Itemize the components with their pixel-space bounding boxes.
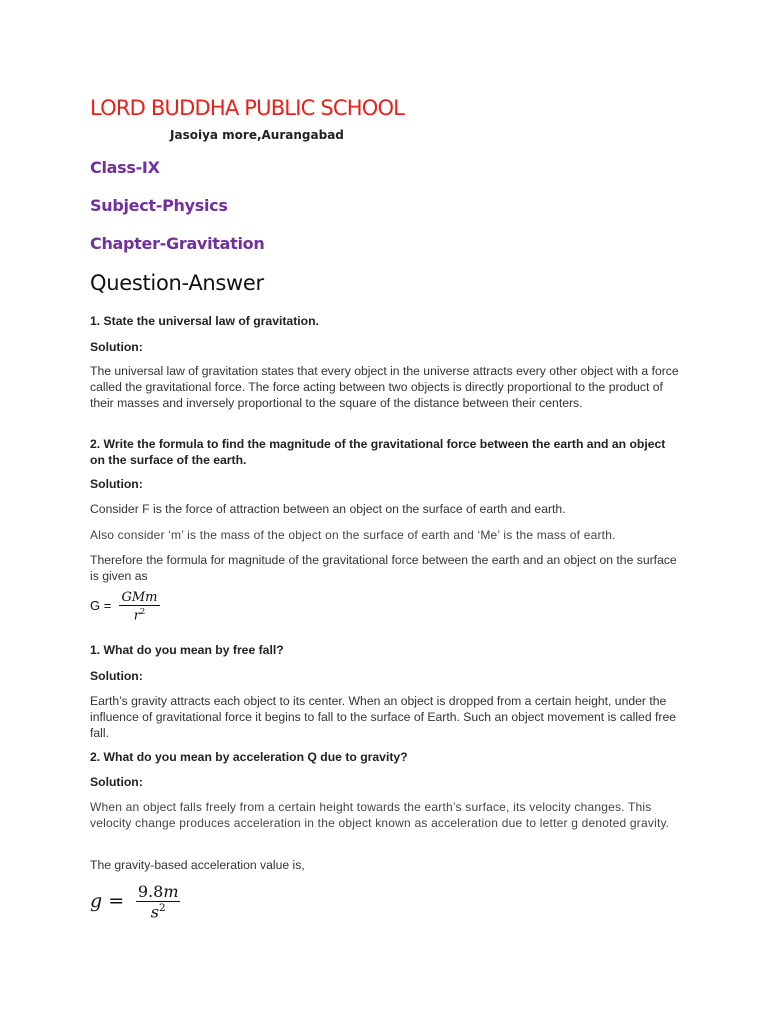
class-label: Class-IX	[90, 158, 160, 177]
formula-denominator: $r^2$	[119, 605, 159, 623]
gravitational-force-formula	[90, 590, 160, 623]
section-title: Question-Answer	[90, 271, 264, 295]
formula-lhs-g: g =	[90, 889, 125, 912]
answer-1: The universal law of gravitation states that every object in the universe attracts every other object with a force called the gravitational force. The force acting between two objects is directly proportional to the product of their masses and inversely proportional to the square of the distance between their centers.	[90, 364, 679, 410]
formula-fraction	[119, 590, 159, 623]
solution-label-1: Solution:	[90, 340, 143, 354]
answer-2-line-2: Also consider ‘m’ is the mass of the object on the surface of earth and ‘Me’ is the mass of earth.	[90, 528, 616, 542]
answer-4-line-1: When an object falls freely from a certain height towards the earth’s surface, its velocity changes. This velocity change produces acceleration in the object known as acceleration due to letter g denoted gravity.	[90, 800, 670, 830]
school-name: LORD BUDDHA PUBLIC SCHOOL	[90, 96, 405, 120]
question-4: 2. What do you mean by acceleration Q due to gravity?	[90, 750, 408, 764]
gravity-acceleration-formula	[90, 882, 180, 921]
school-address: Jasoiya more,Aurangabad	[170, 128, 344, 142]
answer-2-line-3: Therefore the formula for magnitude of the gravitational force between the earth and an object on the surface is given as	[90, 553, 677, 583]
subject-label: Subject-Physics	[90, 196, 228, 215]
formula-denominator-g: $s^2$	[136, 901, 181, 921]
formula-numerator: GMm	[121, 590, 158, 605]
question-1: 1. State the universal law of gravitation.	[90, 314, 319, 328]
question-2: 2. Write the formula to find the magnitude of the gravitational force between the earth and an object on the surface of the earth.	[90, 437, 666, 467]
formula-fraction-g	[136, 882, 181, 921]
formula-lhs: G =	[90, 598, 112, 614]
chapter-label: Chapter-Gravitation	[90, 234, 265, 253]
solution-label-2: Solution:	[90, 477, 143, 491]
answer-2-line-1: Consider F is the force of attraction between an object on the surface of earth and earth.	[90, 502, 566, 516]
formula-numerator-g: 9.8m	[137, 882, 179, 901]
answer-3: Earth’s gravity attracts each object to its center. When an object is dropped from a certain height, under the influence of gravitational force it begins to fall to the surface of Earth. Such an object movement is called free fall.	[90, 694, 676, 740]
answer-4-line-2: The gravity-based acceleration value is,	[90, 858, 305, 872]
question-3: 1. What do you mean by free fall?	[90, 643, 284, 657]
solution-label-4: Solution:	[90, 775, 143, 789]
solution-label-3: Solution:	[90, 669, 143, 683]
